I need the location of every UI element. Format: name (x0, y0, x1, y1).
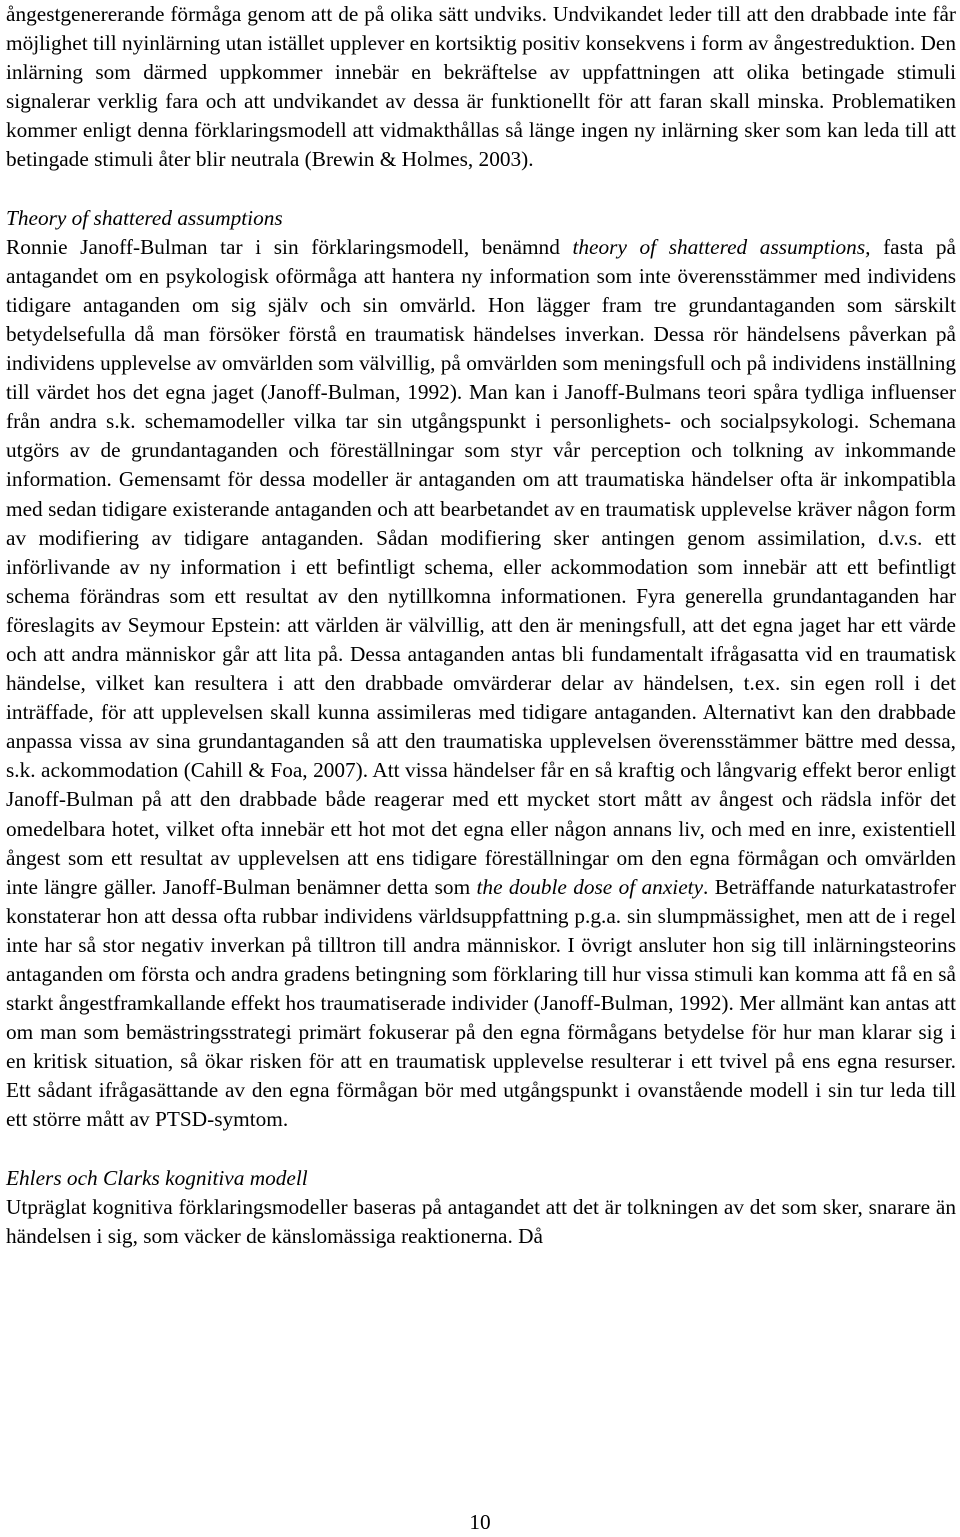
text-run: . Beträffande naturkatastrofer konstaterar hon att dessa ofta rubbar individens världsuppfattning p.g.a. sin slumpmässighet, men att de i regel inte har så stor negativ inverkan på tilltron till andra människor. I övrigt ansluter hon sig till inlärningsteorins antaganden om första och andra gradens betingning som förklaring till hur vissa stimuli kan komma att få en så starkt ångestframkallande effekt hos traumatiserade individer (Janoff-Bulman, 1992). Mer allmänt kan antas att om man som bemästringsstrategi primärt fokuserar på den egna förmågans betydelse för hur man klarar sig i en kritisk situation, så ökar risken för att en traumatisk upplevelse resulterar i ett tvivel på ens egna resurser. Ett sådant ifrågasättande av den egna förmågan bör med utgångspunkt i ovanstående modell i sin tur leda till ett större mått av PTSD-symtom. (6, 874, 957, 1132)
paragraph-spacer (6, 1135, 956, 1164)
text-run: Ronnie Janoff-Bulman tar i sin förklaringsmodell, benämnd (6, 234, 573, 259)
body-paragraph: ångestgenererande förmåga genom att de på olika sätt undviks. Undvikandet leder till att den drabbade inte får möjlighet till nyinlärning utan istället upplever en kortsiktig positiv konsekvens i form av ångestreduktion. Den inlärning som därmed uppkommer innebär en bekräftelse av uppfattningen att olika betingade stimuli signalerar verklig fara och att undvikandet av dessa är funktionellt för att faran skall minska. Problematiken kommer enligt denna förklaringsmodell att vidmakthållas så länge ingen ny inlärning sker som kan leda till att betingade stimuli åter blir neutrala (Brewin & Holmes, 2003). (6, 2, 956, 172)
page-number: 10 (469, 1510, 491, 1534)
section-heading: Theory of shattered assumptions (6, 205, 283, 230)
emphasis-text: the double dose of anxiety (476, 874, 704, 899)
section-heading: Ehlers och Clarks kognitiva modell (6, 1165, 308, 1190)
paragraph-spacer (6, 175, 956, 204)
emphasis-text: theory of shattered assumptions, (572, 234, 871, 259)
text-run: fasta på antagandet om en psykologisk oförmåga att hantera ny information som inte överensstämmer med individens tidigare antaganden om sig själv och sin omvärld. Hon lägger fram tre grundantaganden som särskilt betydelsefulla då man försöker förstå en traumatisk händelses inverkan. Dessa rör händelsens påverkan på individens upplevelse av omvärlden som välvillig, på omvärlden som meningsfull och på individens inställning till värdet hos det egna jaget (Janoff-Bulman, 1992). Man kan i Janoff-Bulmans teori spåra tydliga influenser från andra s.k. schemamodeller vilka tar sin utgångspunkt i personlighets- och socialpsykologi. Schemana utgörs av de grundantaganden och föreställningar som styr vår perception och tolkning av inkommande information. Gemensamt för dessa modeller är antaganden om att traumatiska händelser ofta är inkompatibla med sedan tidigare existerande antaganden och att bearbetandet av en traumatisk upplevelse kräver någon form av modifiering av tidigare antaganden. Sådan modifiering sker antingen genom assimilation, d.v.s. ett införlivande av ny information i ett befintligt schema, eller ackommodation som innebär att ett befintligt schema förändras som ett resultat av den nytillkomna informationen. Fyra generella grundantaganden har föreslagits av Seymour Epstein: att världen är välvillig, att den är meningsfull, att det egna jaget har ett värde och att andra människor går att lita på. Dessa antaganden antas bli fundamentalt ifrågasatta vid en traumatisk händelse, vilket kan resultera i att den drabbade omvärderar delar av händelsen, t.ex. sin egen roll i det inträffade, för att upplevelsen skall kunna assimileras med tidigare antaganden. Alternativt kan den drabbade anpassa vissa av sina grundantaganden så att den traumatiska upplevelsen överensstämmer bättre med dessa, s.k. ackommodation (Cahill & Foa, 2007). Att vissa händelser får en så kraftig och långvarig effekt beror enligt Janoff-Bulman på att den drabbade både reagerar med ett mycket stort mått av ångest och rädsla inför det omedelbara hotet, vilket ofta innebär ett hot mot det egna eller någon annans liv, och med en inre, existentiell ångest som ett resultat av upplevelsen att ens tidigare föreställningar om den egna förmågan och omvärlden inte längre gäller. Janoff-Bulman benämner detta som (6, 234, 957, 899)
document-page (6, 0, 956, 1251)
body-paragraph (6, 233, 956, 1135)
body-paragraph: Utpräglat kognitiva förklaringsmodeller baseras på antagandet att det är tolkningen av det som sker, snarare än händelsen i sig, som väcker de känslomässiga reaktionerna. Då (6, 1194, 956, 1248)
